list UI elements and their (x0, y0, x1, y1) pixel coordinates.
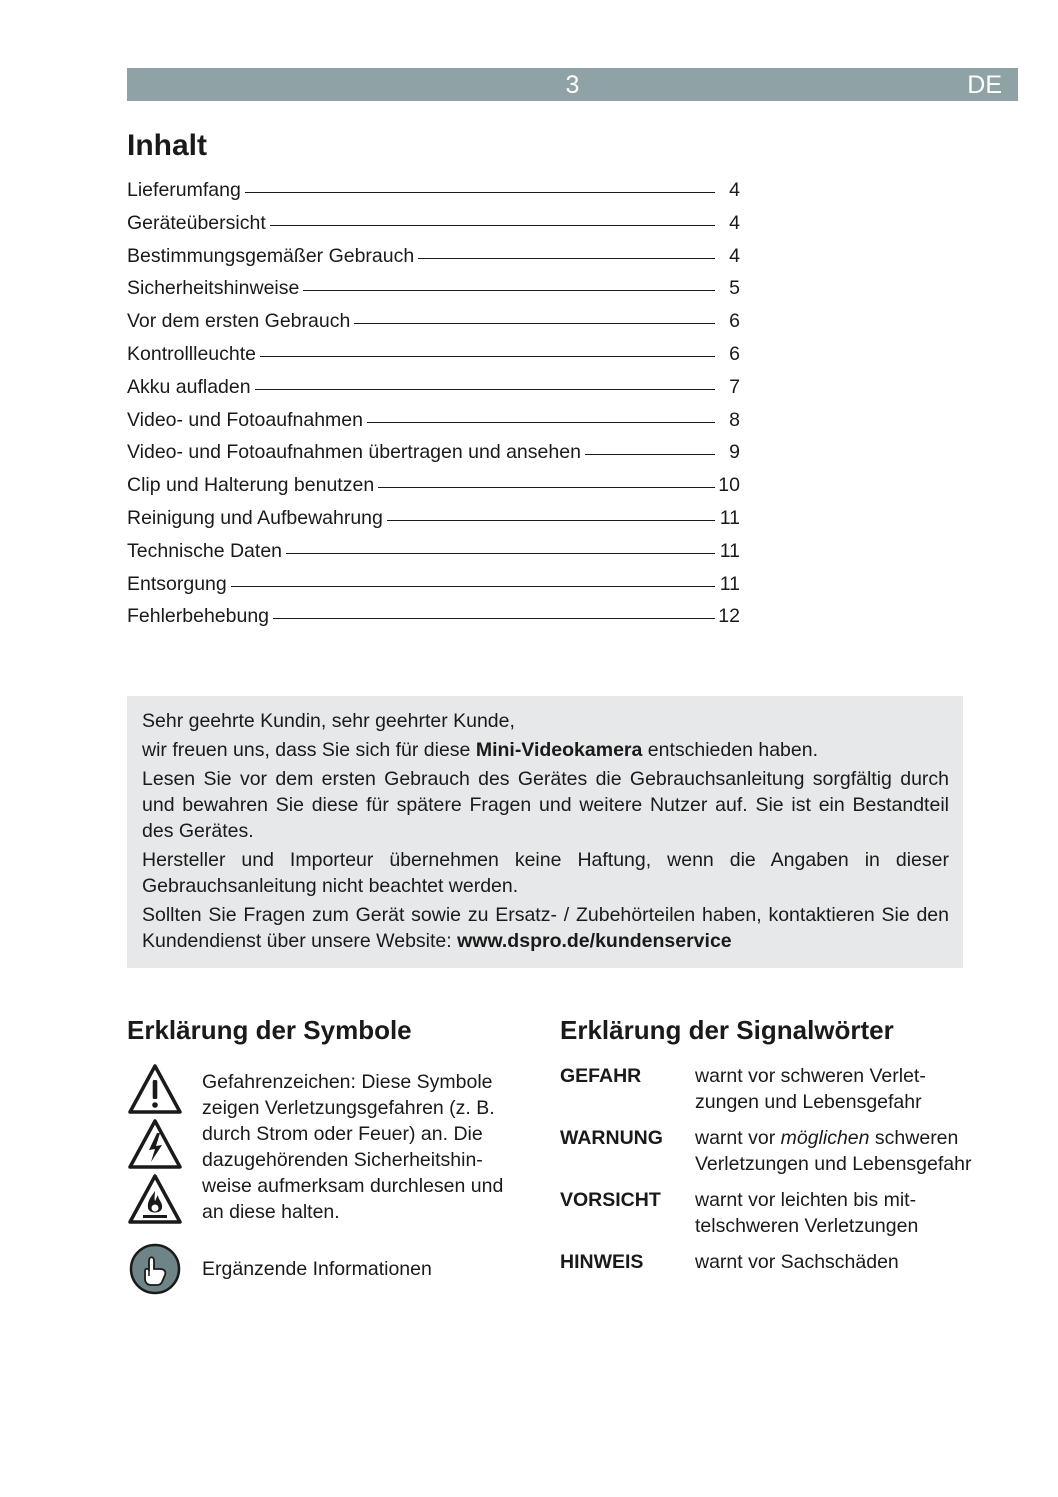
intro-line-start: wir freuen uns, dass Sie sich für diese (142, 739, 476, 761)
toc-leader-line (378, 487, 715, 488)
table-of-contents (127, 176, 740, 635)
toc-entry[interactable] (127, 242, 740, 275)
product-name: Mini-Videokamera (475, 739, 643, 761)
toc-entry[interactable] (127, 406, 740, 439)
toc-entry-page: 8 (729, 408, 740, 431)
toc-entry[interactable] (127, 373, 740, 406)
toc-entry-title: Lieferumfang (127, 179, 241, 201)
toc-leader-line (354, 323, 715, 324)
intro-read-paragraph: Lesen Sie vor dem ersten Gebrauch des Gerätes die Gebrauchsanleitung sorgfältig durch und bewahren Sie diese für spätere Fragen und weitere Nutzer auf. Sie ist ein Bestandteil des Gerätes. (142, 768, 949, 842)
warning-triangle-icon (127, 1063, 183, 1115)
hazard-symbols-text: Gefahrenzeichen: Diese Symbole zeigen Verletzungsgefahren (z. B. durch Strom oder Feuer) an. Die dazugehörenden Sicherheitshin-weise aufmerksam durchlesen und an diese halten. (202, 1071, 504, 1223)
toc-entry[interactable] (127, 570, 740, 603)
signal-word-row (560, 1187, 980, 1239)
contact-text: Sollten Sie Fragen zum Gerät sowie zu Ersatz- / Zubehörteilen haben, kontaktieren Sie den Kundendienst über unsere Website: (142, 904, 949, 952)
intro-contact-paragraph (142, 902, 949, 954)
fire-hazard-icon (127, 1173, 183, 1225)
toc-entry-title: Fehlerbehebung (127, 605, 270, 628)
toc-entry[interactable] (127, 176, 740, 209)
info-hand-icon (127, 1243, 183, 1295)
toc-leader-line (260, 356, 715, 357)
toc-entry[interactable] (127, 274, 740, 307)
signal-word-row (560, 1063, 980, 1115)
toc-entry[interactable] (127, 504, 740, 537)
toc-entry-title: Akku aufladen (127, 375, 251, 398)
signal-description (695, 1063, 980, 1115)
toc-leader-line (245, 192, 715, 193)
toc-entry-title: Entsorgung (127, 572, 227, 595)
toc-entry-title: Clip und Halterung benutzen (127, 474, 375, 497)
toc-entry-title: Sicherheitshinweise (127, 277, 300, 300)
toc-entry-title: Video- und Fotoaufnahmen (127, 408, 363, 431)
toc-entry-page: 9 (729, 441, 740, 464)
intro-greeting: Sehr geehrte Kundin, sehr geehrter Kunde, (142, 710, 515, 732)
intro-liability-paragraph: Hersteller und Importeur übernehmen keine Haftung, wenn die Angaben in dieser Gebrauchsanleitung nicht beachtet werden. (142, 849, 949, 897)
toc-entry-title: Vor dem ersten Gebrauch (127, 310, 351, 333)
intro-line-end: entschieden haben. (642, 739, 819, 761)
signal-word: VORSICHT (560, 1189, 661, 1211)
toc-entry-page: 4 (729, 211, 740, 234)
toc-leader-line (286, 553, 715, 554)
toc-leader-line (255, 389, 715, 390)
signal-desc-rest: schweren Verletzungen und Lebensgefahr (695, 1127, 972, 1175)
toc-entry[interactable] (127, 438, 740, 471)
toc-leader-line (270, 225, 715, 226)
page-number: 3 (565, 71, 580, 99)
signal-description (695, 1249, 899, 1275)
toc-entry-page: 6 (729, 310, 740, 333)
toc-entry-page: 11 (719, 572, 740, 595)
symbols-heading: Erklärung der Symbole (127, 1015, 412, 1045)
toc-entry-title: Technische Daten (127, 539, 283, 562)
toc-entry[interactable] (127, 602, 740, 635)
signal-desc-text: warnt vor leichten bis mit-telschweren Verletzungen (695, 1189, 919, 1237)
signal-word-row (560, 1249, 980, 1275)
signal-desc-text: warnt vor schweren Verlet-zungen und Lebensgefahr (695, 1065, 926, 1113)
signal-word: GEFAHR (560, 1065, 642, 1087)
toc-entry[interactable] (127, 471, 740, 504)
signal-desc-text: warnt vor (695, 1127, 781, 1149)
toc-leader-line (273, 618, 715, 619)
toc-entry[interactable] (127, 209, 740, 242)
toc-leader-line (418, 258, 715, 259)
toc-entry-title: Reinigung und Aufbewahrung (127, 506, 383, 529)
signal-word: WARNUNG (560, 1127, 663, 1149)
intro-line (142, 737, 949, 763)
toc-entry-page: 12 (718, 605, 740, 628)
toc-leader-line (387, 520, 715, 521)
toc-entry-title: Video- und Fotoaufnahmen übertragen und ansehen (127, 441, 581, 464)
website-link[interactable]: www.dspro.de/kundenservice (457, 930, 732, 952)
toc-entry-title: Bestimmungsgemäßer Gebrauch (127, 244, 415, 267)
electric-hazard-icon (127, 1118, 183, 1170)
toc-leader-line (585, 454, 715, 455)
toc-entry-page: 11 (719, 539, 740, 562)
signal-words-list (560, 1063, 980, 1285)
toc-entry-page: 5 (729, 277, 740, 300)
toc-leader-line (367, 422, 715, 423)
signal-description (695, 1187, 980, 1239)
signal-word: HINWEIS (560, 1251, 644, 1273)
signal-desc-emphasis: möglichen (780, 1127, 870, 1149)
signal-word-row (560, 1125, 980, 1177)
toc-entry-page: 4 (729, 179, 740, 201)
toc-entry-page: 11 (719, 506, 740, 529)
signal-desc-text: warnt vor Sachschäden (695, 1251, 899, 1273)
info-symbol-text: Ergänzende Informationen (202, 1258, 432, 1280)
signal-description (695, 1125, 980, 1177)
page-header-bar (127, 68, 1018, 101)
toc-leader-line (303, 290, 715, 291)
language-label: DE (967, 71, 1002, 99)
intro-box (127, 696, 963, 968)
toc-entry[interactable] (127, 307, 740, 340)
signals-heading: Erklärung der Signalwörter (560, 1015, 894, 1045)
toc-entry-page: 7 (729, 375, 740, 398)
toc-entry[interactable] (127, 537, 740, 570)
toc-entry-title: Geräteübersicht (127, 211, 266, 234)
toc-leader-line (231, 586, 715, 587)
toc-heading: Inhalt (127, 129, 207, 162)
toc-entry[interactable] (127, 340, 740, 373)
toc-entry-title: Kontrollleuchte (127, 342, 256, 365)
toc-entry-page: 6 (729, 342, 740, 365)
toc-entry-page: 10 (718, 474, 740, 497)
toc-entry-page: 4 (729, 244, 740, 267)
